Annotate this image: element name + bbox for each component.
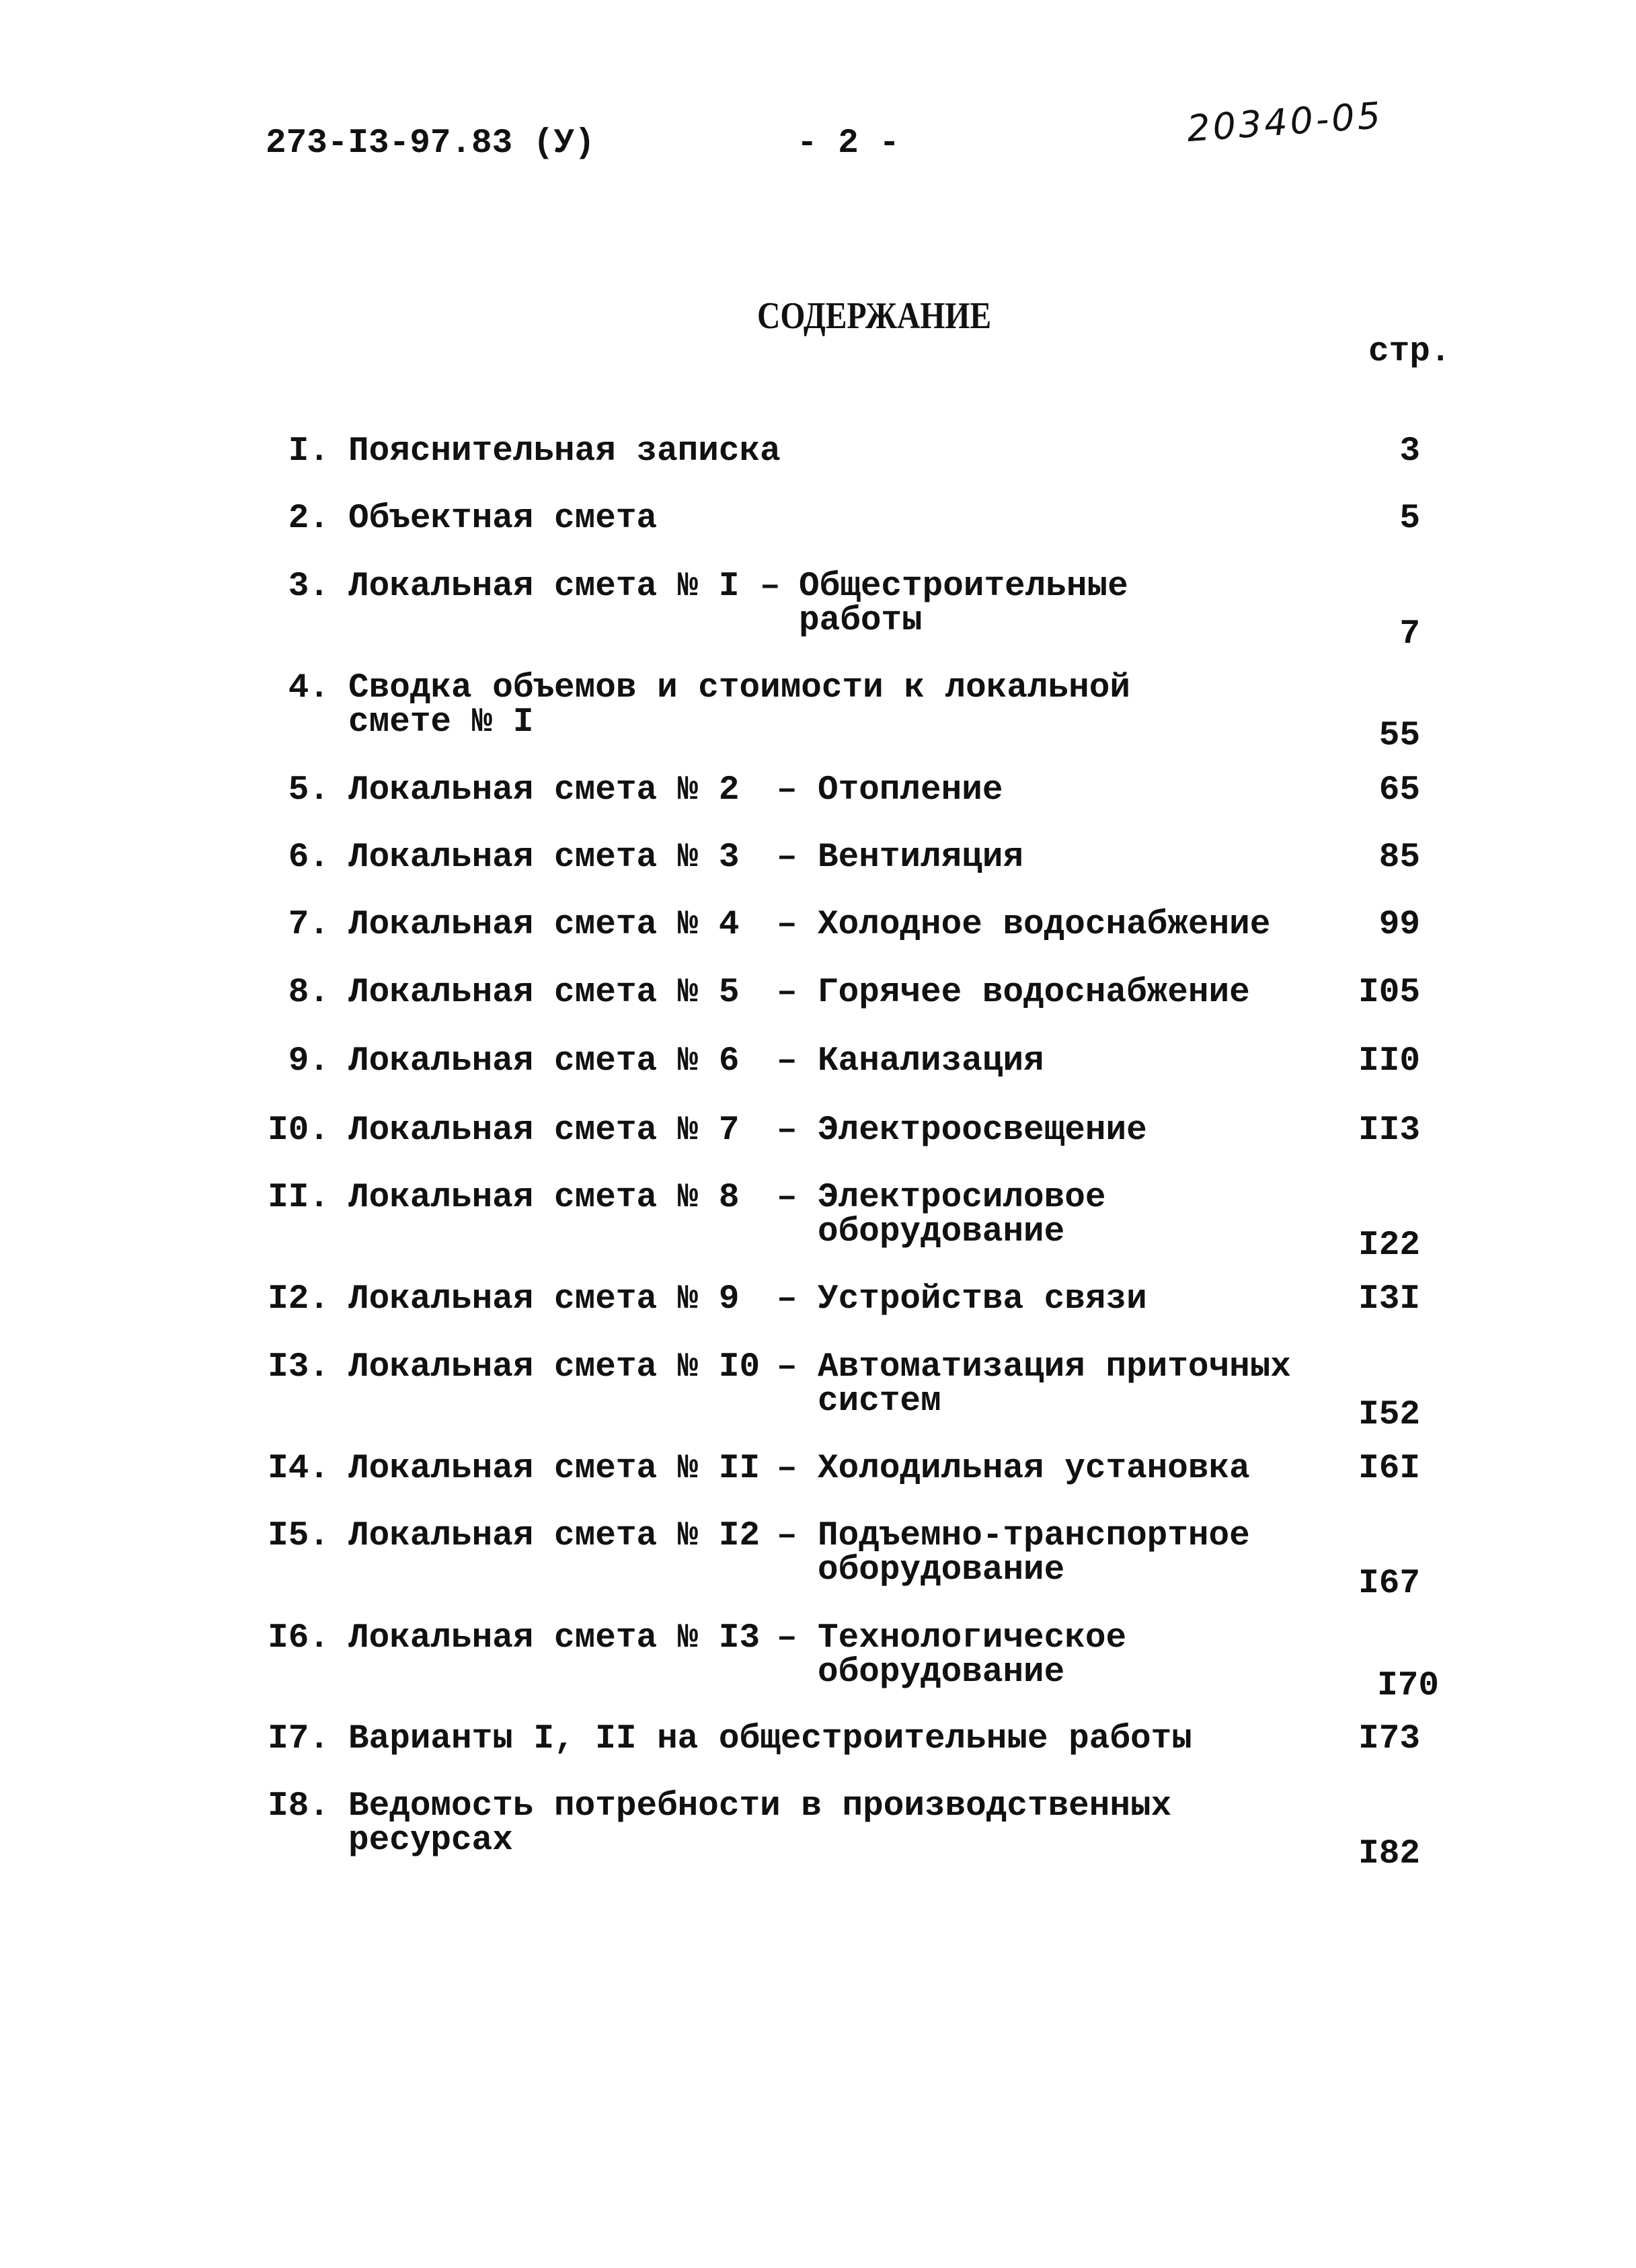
dash-separator: – (777, 906, 797, 944)
entry-subtitle: Автоматизация приточных (818, 1348, 1291, 1386)
dash-separator: – (777, 974, 797, 1012)
dash-separator: – (777, 1111, 797, 1150)
entry-page: 65 (1378, 771, 1420, 810)
entry-title: Локальная смета № 8 (348, 1179, 740, 1217)
dash-separator: – (777, 771, 797, 810)
toc-title: СОДЕРЖАНИЕ (757, 295, 992, 337)
entry-subtitle: Электроосвещение (818, 1111, 1147, 1150)
entry-subtitle: Горячее водоснабжение (818, 974, 1250, 1012)
entry-title: Объектная смета (348, 500, 658, 538)
entry-subtitle: Канализация (818, 1042, 1044, 1081)
entry-title: Локальная смета № 2 (348, 771, 740, 810)
entry-page: 85 (1378, 838, 1420, 877)
page-number: - 2 - (797, 124, 900, 163)
entry-page: I82 (1358, 1835, 1420, 1873)
dash-separator: – (777, 1619, 797, 1657)
entry-number: I7. (268, 1720, 329, 1758)
entry-subtitle: Холодильная установка (818, 1450, 1250, 1488)
entry-title: Сводка объемов и стоимости к локальной (348, 669, 1130, 707)
entry-number: I5. (268, 1517, 329, 1555)
entry-title: смете № I (348, 703, 534, 742)
dash-separator: – (777, 1042, 797, 1081)
dash-separator: – (777, 1450, 797, 1488)
entry-page: I05 (1358, 974, 1420, 1012)
entry-title: Ведомость потребности в производственных (348, 1787, 1172, 1826)
entry-subtitle: Подъемно-транспортное (818, 1517, 1250, 1555)
entry-title: Варианты I, II на общестроительные работы (348, 1720, 1192, 1758)
entry-subtitle: Отопление (818, 771, 1003, 810)
entry-subtitle: работы (799, 602, 923, 640)
entry-page: II3 (1358, 1111, 1420, 1150)
entry-page: I70 (1377, 1667, 1439, 1705)
entry-page: I22 (1358, 1226, 1420, 1265)
entry-subtitle: Холодное водоснабжение (818, 906, 1271, 944)
entry-title: Локальная смета № I2 (348, 1517, 761, 1555)
entry-subtitle: Электросиловое (818, 1179, 1106, 1217)
entry-number: 5. (288, 771, 329, 810)
entry-number: 4. (288, 669, 329, 707)
entry-page: I6I (1358, 1450, 1420, 1488)
document-code: 273-I3-97.83 (У) (266, 124, 595, 163)
entry-number: I3. (268, 1348, 329, 1386)
entry-subtitle: оборудование (818, 1653, 1065, 1692)
entry-number: 7. (288, 906, 329, 944)
page-column-label: стр. (1368, 333, 1451, 371)
entry-page: I3I (1358, 1280, 1420, 1319)
entry-title: Локальная смета № I3 (348, 1619, 761, 1657)
entry-title: Локальная смета № 4 (348, 906, 740, 944)
dash-separator: – (777, 1280, 797, 1319)
handwritten-number: 20340-05 (1185, 93, 1385, 151)
entry-subtitle: Устройства связи (818, 1280, 1147, 1319)
entry-number: I8. (268, 1787, 329, 1826)
entry-page: I67 (1358, 1565, 1420, 1603)
entry-number: II. (268, 1179, 329, 1217)
entry-subtitle: Вентиляция (818, 838, 1024, 877)
dash-separator: – (760, 568, 781, 606)
entry-title: Локальная смета № 5 (348, 974, 740, 1012)
entry-number: 9. (288, 1042, 329, 1081)
dash-separator: – (777, 1517, 797, 1555)
entry-page: I52 (1358, 1396, 1420, 1434)
dash-separator: – (777, 1348, 797, 1386)
entry-page: I73 (1358, 1720, 1420, 1758)
entry-page: 55 (1378, 717, 1420, 755)
entry-number: I0. (268, 1111, 329, 1150)
entry-title: Локальная смета № 7 (348, 1111, 740, 1150)
entry-number: 2. (288, 500, 329, 538)
entry-number: I6. (268, 1619, 329, 1657)
entry-title: Локальная смета № 3 (348, 838, 740, 877)
entry-title: Локальная смета № I (348, 568, 740, 606)
entry-subtitle: оборудование (818, 1551, 1065, 1590)
entry-number: I. (288, 432, 329, 471)
entry-title: Пояснительная записка (348, 432, 781, 471)
dash-separator: – (777, 1179, 797, 1217)
entry-page: II0 (1358, 1042, 1420, 1081)
entry-subtitle: Технологическое (818, 1619, 1127, 1657)
entry-page: 7 (1399, 615, 1420, 654)
entry-page: 99 (1378, 906, 1420, 944)
entry-subtitle: Общестроительные (799, 568, 1128, 606)
entry-title: Локальная смета № 9 (348, 1280, 740, 1319)
entry-title: ресурсах (348, 1822, 513, 1860)
entry-number: I4. (268, 1450, 329, 1488)
entry-subtitle: систем (818, 1382, 941, 1421)
entry-number: 8. (288, 974, 329, 1012)
entry-title: Локальная смета № II (348, 1450, 761, 1488)
entry-number: 6. (288, 838, 329, 877)
entry-title: Локальная смета № 6 (348, 1042, 740, 1081)
entry-subtitle: оборудование (818, 1213, 1065, 1251)
dash-separator: – (777, 838, 797, 877)
entry-title: Локальная смета № I0 (348, 1348, 761, 1386)
entry-page: 5 (1399, 500, 1420, 538)
entry-number: I2. (268, 1280, 329, 1319)
entry-number: 3. (288, 568, 329, 606)
entry-page: 3 (1399, 432, 1420, 471)
